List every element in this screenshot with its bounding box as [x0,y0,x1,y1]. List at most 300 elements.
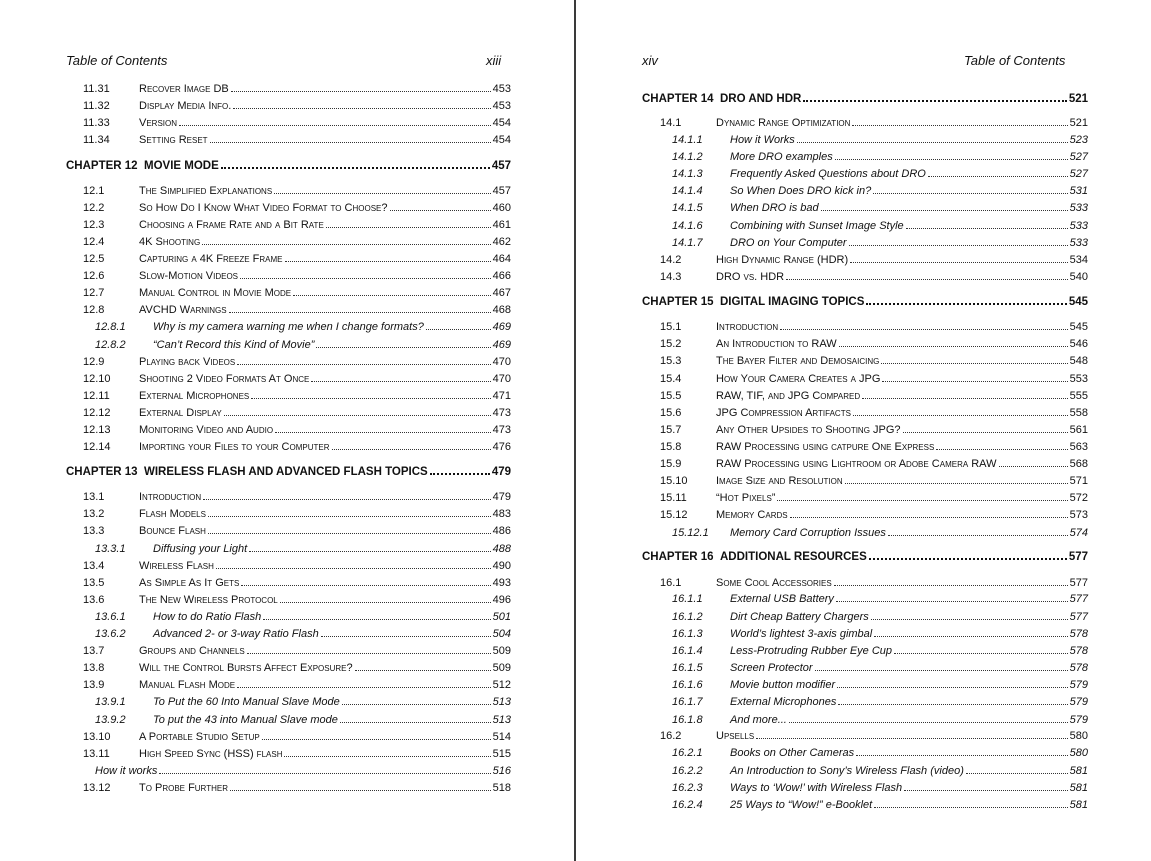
toc-dot-leader [390,210,491,211]
toc-dot-leader [904,790,1068,791]
toc-entry-title: Movie button modifier [730,679,836,691]
toc-dot-leader [179,125,491,126]
toc-entry-page-number: 470 [492,356,511,368]
toc-entry[interactable] [83,504,511,520]
toc-entry[interactable] [83,420,511,436]
toc-entry-page-number: 483 [492,508,511,520]
toc-entry-number: 15.10 [660,475,688,487]
toc-entry[interactable] [95,607,511,623]
toc-entry-number: 12.9 [83,356,105,368]
toc-entry-number: 13.9.1 [95,696,126,708]
toc-dot-leader [873,193,1067,194]
toc-entry-page-number: 571 [1069,475,1088,487]
toc-entry-title: Dirt Cheap Battery Chargers [730,611,869,623]
toc-dot-leader [966,773,1068,774]
toc-entry-number: 14.1.4 [672,185,703,197]
toc-entry[interactable] [672,795,1088,811]
toc-entry-title: “Hot Pixels” [716,492,776,504]
toc-entry-page-number: 553 [1069,373,1088,385]
toc-entry-number: CHAPTER 16 [642,551,714,563]
toc-entry[interactable] [83,487,511,503]
toc-entry[interactable] [660,317,1088,333]
toc-entry-title: Manual Flash Mode [139,679,236,691]
toc-entry-number: 16.2.1 [672,747,703,759]
toc-entry-number: 12.11 [83,390,110,402]
toc-entry-page-number: 574 [1069,527,1088,539]
toc-entry-title: And more... [730,714,787,726]
toc-chapter-entry[interactable] [642,292,1088,308]
toc-entry-title: 4K Shooting [139,236,201,248]
toc-dot-leader [853,415,1068,416]
toc-entry[interactable] [95,335,511,351]
toc-entry-title: Any Other Upsides to Shooting JPG? [716,424,901,436]
toc-entry[interactable] [83,283,511,299]
toc-entry-number: CHAPTER 14 [642,93,714,105]
toc-entry[interactable] [672,589,1088,605]
toc-entry[interactable] [83,675,511,691]
toc-dot-leader [284,756,490,757]
toc-dot-leader [251,398,490,399]
right-header-page-number: xiv [642,53,658,68]
toc-entry-page-number: 577 [1068,551,1088,563]
toc-entry[interactable] [672,216,1088,232]
toc-entry-title: Flash Models [139,508,206,520]
toc-entry-title: How to do Ratio Flash [153,611,262,623]
toc-dot-leader [881,363,1067,364]
toc-entry[interactable] [660,334,1088,350]
toc-entry[interactable] [95,710,511,726]
toc-entry-number: 12.1 [83,185,105,197]
toc-entry-title: Slow-Motion Videos [139,270,239,282]
toc-entry-page-number: 579 [1069,696,1088,708]
toc-entry-title: Diffusing your Light [153,543,248,555]
toc-entry-number: CHAPTER 15 [642,296,714,308]
toc-chapter-entry[interactable] [642,547,1088,563]
toc-entry[interactable] [83,369,511,385]
toc-entry-page-number: 457 [491,160,511,172]
toc-entry-page-number: 468 [492,304,511,316]
toc-entry-page-number: 515 [492,748,511,760]
toc-entry-number: 12.10 [83,373,111,385]
toc-entry[interactable] [83,727,511,743]
toc-entry[interactable] [83,658,511,674]
toc-entry-title: Introduction [139,491,202,503]
toc-entry-page-number: 578 [1069,628,1088,640]
toc-entry-page-number: 479 [491,466,511,478]
toc-entry-page-number: 558 [1069,407,1088,419]
toc-chapter-entry[interactable] [642,89,1088,105]
toc-entry-page-number: 521 [1069,117,1088,129]
toc-entry-title: Less-Protruding Rubber Eye Cup [730,645,893,657]
toc-entry-page-number: 460 [492,202,511,214]
toc-dot-leader [202,244,490,245]
toc-entry-page-number: 514 [492,731,511,743]
toc-entry[interactable] [83,744,511,760]
toc-entry-title: When DRO is bad [730,202,819,214]
toc-entry-number: 15.12.1 [672,527,709,539]
toc-entry[interactable] [95,317,511,333]
toc-dot-leader [321,636,491,637]
toc-entry-title: To Put the 60 Into Manual Slave Mode [153,696,340,708]
toc-entry-title: AVCHD Warnings [139,304,227,316]
toc-entry[interactable] [83,386,511,402]
toc-entry-title: Introduction [716,321,779,333]
toc-dot-leader [210,142,491,143]
toc-entry-page-number: 493 [492,577,511,589]
toc-entry-number: 13.7 [83,645,105,657]
toc-entry-page-number: 473 [492,407,511,419]
toc-entry-title: High Speed Sync (HSS) flash [139,748,283,760]
toc-entry[interactable] [660,351,1088,367]
toc-entry-title: Advanced 2- or 3-way Ratio Flash [153,628,319,640]
toc-entry-title: DRO on Your Computer [730,237,847,249]
toc-entry-number: 13.3 [83,525,105,537]
toc-entry-page-number: 581 [1069,799,1088,811]
toc-dot-leader [790,517,1068,518]
toc-dot-leader [835,159,1068,160]
toc-entry-title: Frequently Asked Questions about DRO [730,168,926,180]
toc-entry-page-number: 546 [1069,338,1088,350]
toc-entry-page-number: 527 [1069,151,1088,163]
toc-entry-number: 14.1 [660,117,682,129]
toc-dot-leader [856,755,1068,756]
toc-entry-title: RAW Processing using Lightroom or Adobe Camera RAW [716,458,997,470]
toc-dot-leader [803,100,1066,102]
toc-entry[interactable] [672,658,1088,674]
toc-entry[interactable] [672,130,1088,146]
toc-entry[interactable] [660,488,1088,504]
toc-entry[interactable] [83,215,511,231]
toc-dot-leader [866,303,1066,305]
toc-entry-number: 16.2 [660,730,682,742]
toc-entry[interactable] [672,147,1088,163]
toc-dot-leader [221,167,490,169]
toc-entry-number: 11.33 [83,117,110,129]
toc-entry-page-number: 568 [1069,458,1088,470]
toc-entry[interactable] [672,607,1088,623]
toc-entry[interactable] [672,164,1088,180]
toc-entry-title: Image Size and Resolution [716,475,843,487]
toc-entry-title: Choosing a Frame Rate and a Bit Rate [139,219,324,231]
toc-entry[interactable] [672,181,1088,197]
toc-entry-title: A Portable Studio Setup [139,731,260,743]
toc-entry-title: External Display [139,407,222,419]
toc-entry-title: Capturing a 4K Freeze Frame [139,253,283,265]
page-gutter-divider [574,0,576,861]
toc-entry-page-number: 464 [492,253,511,265]
toc-entry[interactable] [83,590,511,606]
toc-dot-leader [249,551,490,552]
toc-dot-leader [342,704,491,705]
toc-chapter-entry[interactable] [66,462,511,478]
toc-entry-page-number: 579 [1069,679,1088,691]
toc-entry-page-number: 496 [492,594,511,606]
toc-entry-number: 12.12 [83,407,111,419]
toc-entry-title: Wireless Flash [139,560,214,572]
toc-entry-title: Playing back Videos [139,356,236,368]
toc-dot-leader [293,295,491,296]
toc-entry-number: 16.1.4 [672,645,703,657]
toc-entry-number: 16.2.2 [672,765,703,777]
toc-entry-number: 13.9 [83,679,105,691]
toc-entry-number: 15.7 [660,424,682,436]
toc-entry[interactable] [83,556,511,572]
toc-entry-page-number: 572 [1069,492,1088,504]
toc-entry-number: 12.8 [83,304,105,316]
toc-dot-leader [237,364,490,365]
toc-entry-title: Ways to ‘Wow!’ with Wireless Flash [730,782,903,794]
toc-dot-leader [208,516,491,517]
toc-entry-title: Combining with Sunset Image Style [730,220,904,232]
toc-entry[interactable] [83,79,511,95]
toc-entry[interactable] [672,761,1088,777]
toc-entry[interactable] [83,249,511,265]
toc-entry-number: 15.2 [660,338,682,350]
toc-entry-number: 13.4 [83,560,105,572]
toc-entry-page-number: 453 [492,100,511,112]
toc-entry[interactable] [672,198,1088,214]
toc-dot-leader [845,483,1068,484]
toc-entry-title: High Dynamic Range (HDR) [716,254,849,266]
toc-entry[interactable] [83,778,511,794]
toc-entry-title: An Introduction to RAW [716,338,837,350]
toc-entry[interactable] [672,233,1088,249]
toc-entry-number: 12.7 [83,287,105,299]
toc-dot-leader [280,602,491,603]
toc-entry-page-number: 467 [492,287,511,299]
toc-entry[interactable] [672,641,1088,657]
toc-entry-page-number: 580 [1069,730,1088,742]
toc-entry-title: Shooting 2 Video Formats At Once [139,373,310,385]
toc-dot-leader [906,228,1068,229]
toc-entry[interactable] [83,300,511,316]
toc-entry-page-number: 581 [1069,765,1088,777]
toc-entry-number: 15.5 [660,390,682,402]
toc-entry[interactable] [660,726,1088,742]
toc-dot-leader [262,739,491,740]
toc-entry-page-number: 454 [492,134,511,146]
toc-dot-leader [275,432,491,433]
toc-entry-page-number: 457 [492,185,511,197]
toc-dot-leader [797,142,1068,143]
toc-entry-number: 14.1.3 [672,168,703,180]
toc-entry[interactable] [672,743,1088,759]
toc-entry[interactable] [660,386,1088,402]
toc-entry[interactable] [660,573,1088,589]
toc-entry[interactable] [83,266,511,282]
toc-entry[interactable] [83,403,511,419]
toc-entry[interactable] [83,113,511,129]
toc-entry-page-number: 531 [1069,185,1088,197]
toc-entry-number: 12.4 [83,236,105,248]
toc-dot-leader [326,227,491,228]
toc-dot-leader [237,687,491,688]
toc-entry-title: DRO vs. HDR [716,271,785,283]
toc-entry-page-number: 470 [492,373,511,385]
toc-dot-leader [852,125,1067,126]
toc-entry-number: 13.8 [83,662,105,674]
toc-dot-leader [311,381,490,382]
toc-entry-page-number: 534 [1069,254,1088,266]
toc-entry-number: 15.8 [660,441,682,453]
toc-entry-title: More DRO examples [730,151,833,163]
toc-entry[interactable] [83,437,511,453]
toc-entry[interactable] [83,232,511,248]
toc-entry-title: As Simple As It Gets [139,577,240,589]
toc-entry-title: Recover Image DB [139,83,229,95]
toc-entry[interactable] [660,250,1088,266]
toc-entry-title: Screen Protector [730,662,813,674]
toc-entry[interactable] [660,437,1088,453]
toc-entry[interactable] [83,352,511,368]
toc-entry[interactable] [672,624,1088,640]
toc-entry-page-number: 555 [1069,390,1088,402]
toc-entry[interactable] [672,675,1088,691]
toc-entry-page-number: 523 [1069,134,1088,146]
toc-entry-title: RAW, TIF, and JPG Compared [716,390,861,402]
toc-dot-leader [247,653,491,654]
toc-entry-number: 16.1.1 [672,593,703,605]
toc-entry-title: 25 Ways to “Wow!” e-Booklet [730,799,873,811]
toc-entry-title: Version [139,117,178,129]
toc-entry[interactable] [83,130,511,146]
toc-dot-leader [871,619,1068,620]
toc-entry-title: “Can’t Record this Kind of Movie” [153,339,315,351]
toc-entry-number: 14.1.7 [672,237,703,249]
toc-entry-page-number: 469 [492,339,511,351]
toc-entry-title: ADDITIONAL RESOURCES [720,551,867,563]
toc-entry-page-number: 488 [492,543,511,555]
toc-dot-leader [777,500,1067,501]
toc-entry-number: 16.1.2 [672,611,703,623]
left-header-page-number: xiii [486,53,502,68]
toc-entry[interactable] [95,761,511,777]
toc-entry-page-number: 579 [1069,714,1088,726]
toc-entry[interactable] [83,198,511,214]
toc-entry-page-number: 471 [492,390,511,402]
toc-entry-number: 13.6.1 [95,611,126,623]
toc-entry-number: 16.1.6 [672,679,703,691]
toc-dot-leader [274,193,490,194]
toc-entry[interactable] [660,505,1088,521]
toc-entry-number: 11.34 [83,134,110,146]
toc-entry-title: Manual Control in Movie Mode [139,287,292,299]
toc-entry-page-number: 533 [1069,237,1088,249]
toc-dot-leader [780,329,1067,330]
toc-entry-number: 16.1.7 [672,696,703,708]
toc-entry[interactable] [660,369,1088,385]
toc-entry-page-number: 466 [492,270,511,282]
toc-dot-leader [241,585,490,586]
toc-entry[interactable] [672,692,1088,708]
toc-entry[interactable] [660,454,1088,470]
toc-entry-number: 13.5 [83,577,105,589]
toc-entry-page-number: 521 [1068,93,1088,105]
toc-entry-page-number: 486 [492,525,511,537]
toc-dot-leader [216,568,491,569]
toc-entry-number: 12.2 [83,202,105,214]
toc-dot-leader [159,773,490,774]
toc-entry[interactable] [95,624,511,640]
toc-entry[interactable] [672,778,1088,794]
toc-dot-leader [888,535,1068,536]
toc-dot-leader [230,790,491,791]
toc-entry-number: CHAPTER 13 [66,466,138,478]
toc-entry-number: 11.31 [83,83,110,95]
toc-entry[interactable] [660,420,1088,436]
toc-dot-leader [850,262,1067,263]
toc-entry[interactable] [83,641,511,657]
toc-entry-title: External Microphones [139,390,250,402]
toc-dot-leader [285,261,491,262]
toc-entry-page-number: 509 [492,662,511,674]
toc-entry-title: An Introduction to Sony’s Wireless Flash (video) [730,765,964,777]
toc-entry-title: How it Works [730,134,795,146]
toc-dot-leader [894,653,1068,654]
toc-entry-title: Dynamic Range Optimization [716,117,851,129]
toc-entry[interactable] [672,523,1088,539]
toc-entry-title: The Simplified Explanations [139,185,273,197]
toc-entry[interactable] [83,521,511,537]
toc-entry[interactable] [660,403,1088,419]
toc-entry-page-number: 577 [1069,611,1088,623]
toc-dot-leader [839,346,1068,347]
toc-entry[interactable] [660,267,1088,283]
toc-entry-title: External Microphones [730,696,837,708]
toc-entry-title: DRO AND HDR [720,93,802,105]
toc-entry-page-number: 573 [1069,509,1088,521]
toc-entry-number: 16.1 [660,577,682,589]
toc-entry-number: 12.8.2 [95,339,126,351]
toc-entry-title: Memory Cards [716,509,788,521]
toc-entry[interactable] [83,573,511,589]
toc-entry-title: Groups and Channels [139,645,245,657]
toc-entry-title: World’s lightest 3-axis gimbal [730,628,873,640]
toc-dot-leader [903,432,1068,433]
toc-entry[interactable] [672,710,1088,726]
toc-entry-page-number: 513 [492,696,511,708]
toc-entry-page-number: 580 [1069,747,1088,759]
toc-entry-number: 13.3.1 [95,543,126,555]
toc-entry-page-number: 548 [1069,355,1088,367]
toc-entry[interactable] [95,692,511,708]
toc-dot-leader [203,499,490,500]
toc-chapter-entry[interactable] [66,156,511,172]
toc-entry[interactable] [660,471,1088,487]
toc-entry-title: Memory Card Corruption Issues [730,527,886,539]
toc-entry-page-number: 578 [1069,645,1088,657]
toc-entry[interactable] [83,181,511,197]
toc-entry-page-number: 490 [492,560,511,572]
toc-entry-title: The Bayer Filter and Demosaicing [716,355,880,367]
toc-entry-title: Display Media Info. [139,100,232,112]
toc-entry[interactable] [660,113,1088,129]
toc-dot-leader [815,670,1068,671]
toc-entry-page-number: 513 [492,714,511,726]
toc-entry-number: 15.3 [660,355,682,367]
toc-entry[interactable] [83,96,511,112]
toc-entry-title: JPG Compression Artifacts [716,407,851,419]
toc-entry[interactable] [95,539,511,555]
toc-entry-title: Upsells [716,730,755,742]
toc-entry-number: 13.2 [83,508,105,520]
toc-entry-page-number: 540 [1069,271,1088,283]
toc-entry-number: 15.1 [660,321,682,333]
toc-dot-leader [869,558,1067,560]
toc-entry-number: 13.1 [83,491,105,503]
toc-entry-number: 13.6 [83,594,105,606]
toc-entry-page-number: 563 [1069,441,1088,453]
